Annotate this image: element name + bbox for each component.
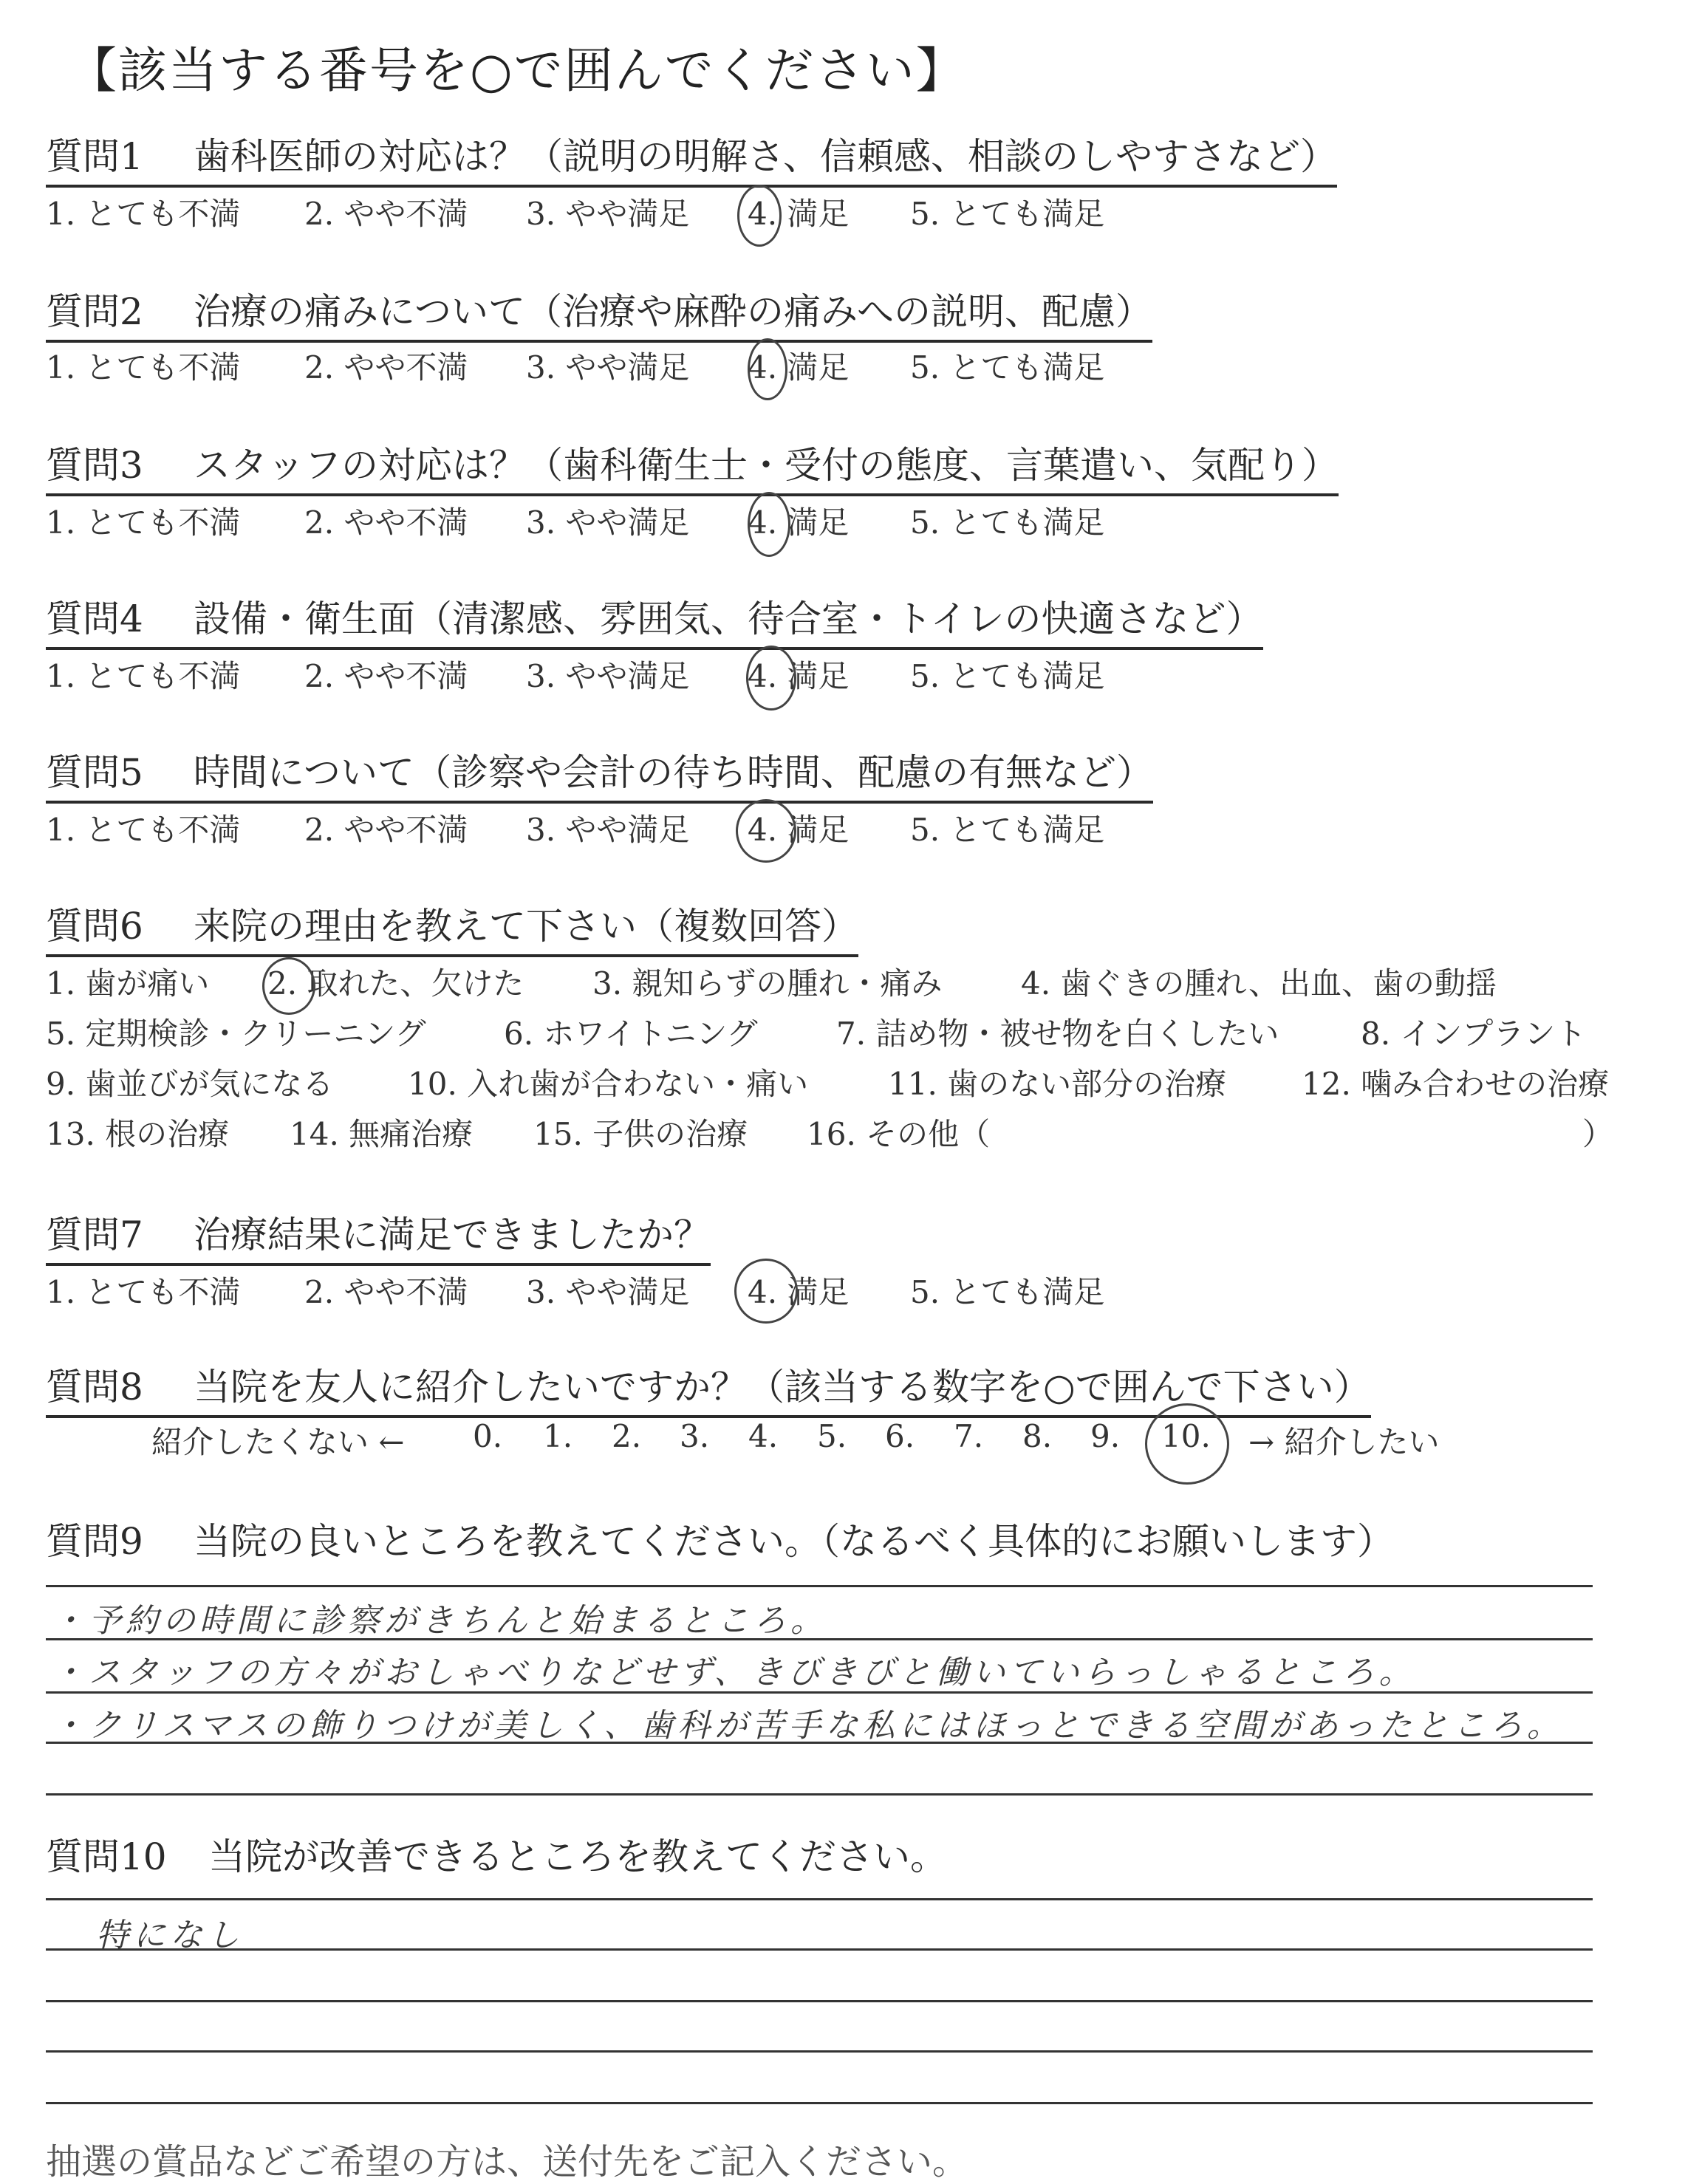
q9-answer-2: ・スタッフの方々がおしゃべりなどせず、きびきびと働いていらっしゃるところ。 <box>52 1654 1416 1691</box>
footer-note: 抽選の賞品などご希望の方は、送付先をご記入ください。 <box>46 2141 968 2183</box>
q8-scale-6[interactable]: 6. <box>885 1418 915 1454</box>
q1-option-1[interactable]: 1. とても不満 <box>46 196 241 232</box>
q8-scale-1[interactable]: 1. <box>543 1418 573 1454</box>
question-10-heading <box>46 1833 947 1885</box>
q9-answer-line-2 <box>46 1638 1593 1640</box>
q8-scale-9[interactable]: 9. <box>1090 1418 1121 1454</box>
question-7-heading <box>46 1211 711 1266</box>
q8-scale-5[interactable]: 5. <box>817 1418 847 1454</box>
q6-option-9[interactable]: 9. 歯並びが気になる <box>46 1066 334 1102</box>
question-6-text: 来院の理由を教えて下さい（複数回答） <box>194 905 858 948</box>
q2-option-5[interactable]: 5. とても満足 <box>910 349 1105 386</box>
q4-option-5[interactable]: 5. とても満足 <box>910 658 1105 694</box>
q8-scale-0[interactable]: 0. <box>473 1418 503 1454</box>
question-3-heading <box>46 442 1339 496</box>
q1-option-4[interactable]: 4. 満足 <box>748 196 850 232</box>
question-10-number: 質問10 <box>46 1835 167 1878</box>
question-2-text: 治療の痛みについて（治療や麻酔の痛みへの説明、配慮） <box>194 290 1152 333</box>
q10-answer-line-3 <box>46 2000 1593 2002</box>
q6-option-2[interactable]: 2. 取れた、欠けた <box>267 965 524 1002</box>
question-3-text: スタッフの対応は？（歯科衛生士・受付の態度、言葉遣い、気配り） <box>194 444 1339 487</box>
q9-answer-3: ・クリスマスの飾りつけが美しく、歯科が苦手な私にはほっとできる空間があったところ。 <box>52 1707 1564 1745</box>
question-5-number: 質問5 <box>46 751 143 794</box>
q6-option-14[interactable]: 14. 無痛治療 <box>290 1116 474 1152</box>
q6-option-15[interactable]: 15. 子供の治療 <box>533 1116 748 1152</box>
q8-scale-2[interactable]: 2. <box>612 1418 642 1454</box>
question-8-number: 質問8 <box>46 1366 143 1408</box>
q5-option-4[interactable]: 4. 満足 <box>748 812 850 848</box>
q8-scale <box>0 1418 1702 1470</box>
question-6-heading <box>46 903 858 957</box>
q7-option-1[interactable]: 1. とても不満 <box>46 1274 241 1310</box>
q8-scale-7[interactable]: 7. <box>954 1418 984 1454</box>
q5-option-2[interactable]: 2. やや不満 <box>304 812 468 848</box>
question-5-text: 時間について（診察や会計の待ち時間、配慮の有無など） <box>194 751 1153 794</box>
q4-option-4[interactable]: 4. 満足 <box>748 658 850 694</box>
q6-option-1[interactable]: 1. 歯が痛い <box>46 965 210 1002</box>
q1-option-5[interactable]: 5. とても満足 <box>910 196 1105 232</box>
q4-option-1[interactable]: 1. とても不満 <box>46 658 241 694</box>
q6-option-10[interactable]: 10. 入れ歯が合わない・痛い <box>408 1066 809 1102</box>
q10-answer-line-5 <box>46 2102 1593 2104</box>
q6-option-13[interactable]: 13. 根の治療 <box>46 1116 230 1152</box>
q7-option-3[interactable]: 3. やや満足 <box>526 1274 690 1310</box>
q4-option-3[interactable]: 3. やや満足 <box>526 658 690 694</box>
q9-answer-line-4 <box>46 1742 1593 1744</box>
question-9-number: 質問9 <box>46 1520 143 1563</box>
q4-option-2[interactable]: 2. やや不満 <box>304 658 468 694</box>
q7-option-5[interactable]: 5. とても満足 <box>910 1274 1105 1310</box>
q7-option-2[interactable]: 2. やや不満 <box>304 1274 468 1310</box>
question-7-text: 治療結果に満足できましたか？ <box>194 1213 711 1256</box>
question-2-heading <box>46 288 1152 343</box>
q8-scale-3[interactable]: 3. <box>680 1418 710 1454</box>
q9-answer-line-1 <box>46 1585 1593 1587</box>
q6-option-5[interactable]: 5. 定期検診・クリーニング <box>46 1016 426 1052</box>
q10-answer-line-4 <box>46 2050 1593 2053</box>
question-4-heading <box>46 595 1263 650</box>
q3-option-3[interactable]: 3. やや満足 <box>526 504 690 541</box>
question-7-number: 質問7 <box>46 1213 143 1256</box>
question-8-text: 当院を友人に紹介したいですか？（該当する数字を○で囲んで下さい） <box>194 1366 1371 1408</box>
question-5-heading <box>46 749 1153 804</box>
q6-option-16[interactable]: 16. その他（ <box>807 1116 991 1152</box>
q6-option-12[interactable]: 12. 噛み合わせの治療 <box>1302 1066 1610 1102</box>
question-9-heading <box>46 1518 1394 1569</box>
q3-option-1[interactable]: 1. とても不満 <box>46 504 241 541</box>
q8-scale-8[interactable]: 8. <box>1022 1418 1053 1454</box>
q6-other-close: ） <box>1582 1116 1614 1152</box>
page-title: 【該当する番号を○で囲んでください】 <box>68 42 966 99</box>
q5-option-1[interactable]: 1. とても不満 <box>46 812 241 848</box>
q8-right-label: → 紹介したい <box>1248 1424 1440 1460</box>
q9-answer-1: ・予約の時間に診察がきちんと始まるところ。 <box>52 1602 827 1640</box>
q5-option-3[interactable]: 3. やや満足 <box>526 812 690 848</box>
question-4-text: 設備・衛生面（清潔感、雰囲気、待合室・トイレの快適さなど） <box>194 598 1263 640</box>
q10-answer-1: 特になし <box>96 1917 244 1954</box>
q2-option-1[interactable]: 1. とても不満 <box>46 349 241 386</box>
question-2-number: 質問2 <box>46 290 143 333</box>
q8-left-label: 紹介したくない ← <box>151 1424 405 1460</box>
q7-option-4[interactable]: 4. 満足 <box>748 1274 850 1310</box>
q10-answer-line-2 <box>46 1948 1593 1951</box>
q10-answer-line-1 <box>46 1898 1593 1900</box>
q6-option-6[interactable]: 6. ホワイトニング <box>504 1016 758 1052</box>
question-6-number: 質問6 <box>46 905 143 948</box>
question-1-number: 質問1 <box>46 135 143 178</box>
q2-option-3[interactable]: 3. やや満足 <box>526 349 690 386</box>
q3-option-5[interactable]: 5. とても満足 <box>910 504 1105 541</box>
q6-option-7[interactable]: 7. 詰め物・被せ物を白くしたい <box>836 1016 1279 1052</box>
question-4-number: 質問4 <box>46 598 143 640</box>
q2-option-2[interactable]: 2. やや不満 <box>304 349 468 386</box>
q5-option-5[interactable]: 5. とても満足 <box>910 812 1105 848</box>
q6-option-4[interactable]: 4. 歯ぐきの腫れ、出血、歯の動揺 <box>1021 965 1497 1002</box>
q2-option-4[interactable]: 4. 満足 <box>748 349 850 386</box>
q9-answer-line-3 <box>46 1691 1593 1694</box>
question-1-text: 歯科医師の対応は？（説明の明解さ、信頼感、相談のしやすさなど） <box>194 135 1337 178</box>
question-8-heading <box>46 1363 1371 1418</box>
question-9-text: 当院の良いところを教えてください。（なるべく具体的にお願いします） <box>194 1520 1394 1563</box>
question-1-heading <box>46 133 1337 188</box>
q6-option-3[interactable]: 3. 親知らずの腫れ・痛み <box>592 965 943 1002</box>
question-10-text: 当院が改善できるところを教えてください。 <box>208 1835 947 1878</box>
q9-answer-line-5 <box>46 1793 1593 1796</box>
question-3-number: 質問3 <box>46 444 143 487</box>
q8-scale-4[interactable]: 4. <box>748 1418 779 1454</box>
q6-option-8[interactable]: 8. インプラント <box>1361 1016 1587 1052</box>
q8-scale-10[interactable]: 10. <box>1161 1418 1211 1454</box>
q6-option-11[interactable]: 11. 歯のない部分の治療 <box>888 1066 1227 1102</box>
q1-option-3[interactable]: 3. やや満足 <box>526 196 690 232</box>
q3-option-2[interactable]: 2. やや不満 <box>304 504 468 541</box>
q3-option-4[interactable]: 4. 満足 <box>748 504 850 541</box>
q1-option-2[interactable]: 2. やや不満 <box>304 196 468 232</box>
